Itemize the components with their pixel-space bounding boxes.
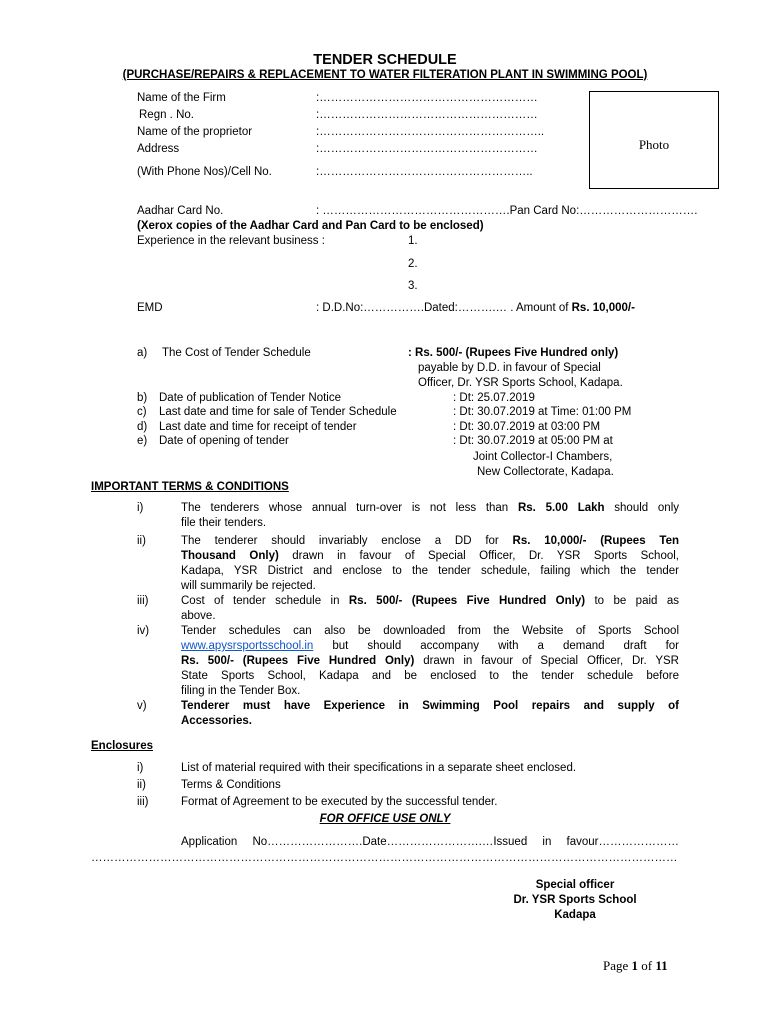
phone-label: (With Phone Nos)/Cell No. xyxy=(137,166,272,178)
term-v-line1: Tenderer must have Experience in Swimming Pool repairs and supply of xyxy=(181,700,679,712)
term-v-marker: v) xyxy=(137,700,147,712)
schedule-c-value: : Dt: 30.07.2019 at Time: 01:00 PM xyxy=(453,406,632,418)
term-iv-line1: Tender schedules can also be downloaded from the Website of Sports School xyxy=(181,625,679,637)
term-ii-line1 xyxy=(181,534,679,549)
enclosure-iii-text: Format of Agreement to be executed by the successful tender. xyxy=(181,796,498,808)
term-iii-line2: above. xyxy=(181,610,216,622)
dotted-line: ……………………………………………………………………………………………………………………………………… xyxy=(91,852,678,864)
proprietor-label: Name of the proprietor xyxy=(137,126,253,138)
term-iv-line3 xyxy=(181,654,679,669)
page-prefix: Page xyxy=(603,958,632,973)
schedule-d-label: Last date and time for receipt of tender xyxy=(159,421,357,433)
term-iii-text-a: Cost of tender schedule in xyxy=(181,595,349,607)
schedule-c-marker: c) xyxy=(137,406,147,418)
term-iii-amount: Rs. 500/- (Rupees Five Hundred Only) xyxy=(348,595,586,607)
term-iv-line4: State Sports School, Kadapa and be enclosed to the tender schedule before xyxy=(181,670,679,682)
firm-name-field: :………………………………………………… xyxy=(316,92,538,104)
term-ii-amount-words: Thousand Only) xyxy=(181,550,279,562)
enclosure-ii-marker: ii) xyxy=(137,779,146,791)
aadhar-pan-field: : ………………………………………….Pan Card No:…………………………. xyxy=(316,205,698,217)
schedule-e-value-line2: Joint Collector-I Chambers, xyxy=(473,451,613,463)
application-line: Application No…………………….Date…………………….…Issued in favour………………… xyxy=(181,836,679,848)
enclosures-heading: Enclosures xyxy=(91,740,153,752)
schedule-d-value: : Dt: 30.07.2019 at 03:00 PM xyxy=(453,421,601,433)
term-iv-text-c: drawn in favour of Special Officer, Dr. YSR xyxy=(414,655,679,667)
address-label: Address xyxy=(137,143,180,155)
schedule-a-marker: a) xyxy=(137,347,148,359)
schedule-e-marker: e) xyxy=(137,435,148,447)
address-field: :………………………………………………… xyxy=(316,143,538,155)
term-i-text-a: The tenderers whose annual turn-over is not less than xyxy=(181,502,518,514)
firm-name-label: Name of the Firm xyxy=(137,92,226,104)
emd-amount: Rs. 10,000/- xyxy=(571,302,635,314)
phone-field: :……………………………………………….. xyxy=(316,166,533,178)
signature-title: Special officer xyxy=(535,879,615,891)
regn-no-field: :………………………………………………… xyxy=(316,109,538,121)
page-total: 11 xyxy=(655,958,668,973)
term-ii-line4: will summarily be rejected. xyxy=(181,580,316,592)
proprietor-field: :………………………………………………….. xyxy=(316,126,545,138)
term-i-line1 xyxy=(181,501,679,516)
emd-label: EMD xyxy=(137,302,163,314)
term-i-marker: i) xyxy=(137,502,144,514)
term-ii-line3: Kadapa, YSR District and enclose to the tender schedule, failing which the tender xyxy=(181,565,679,577)
schedule-a-value-line2: payable by D.D. in favour of Special xyxy=(418,362,601,374)
enclosure-ii-text: Terms & Conditions xyxy=(181,779,281,791)
page-number xyxy=(603,958,668,974)
signature-school: Dr. YSR Sports School xyxy=(513,894,637,906)
schedule-e-label: Date of opening of tender xyxy=(159,435,289,447)
schedule-d-marker: d) xyxy=(137,421,148,433)
term-iii-text-c: to be paid as xyxy=(585,595,679,607)
term-iii-marker: iii) xyxy=(137,595,149,607)
emd-details: : D.D.No:…………….Dated:……….… . Amount of xyxy=(316,302,572,314)
page-subtitle: (PURCHASE/REPAIRS & REPLACEMENT TO WATER FILTERATION PLANT IN SWIMMING POOL) xyxy=(122,69,648,81)
enclosure-i-marker: i) xyxy=(137,762,144,774)
schedule-a-label: The Cost of Tender Schedule xyxy=(162,347,311,359)
enclosure-i-text: List of material required with their specifications in a separate sheet enclosed. xyxy=(181,762,577,774)
schedule-b-value: : Dt: 25.07.2019 xyxy=(453,392,535,404)
regn-no-label: Regn . No. xyxy=(139,109,194,121)
term-iv-marker: iv) xyxy=(137,625,150,637)
term-iv-line2 xyxy=(181,639,679,654)
office-use-heading: FOR OFFICE USE ONLY xyxy=(319,813,451,825)
website-link[interactable]: www.apysrsportsschool.in xyxy=(181,640,314,652)
xerox-note: (Xerox copies of the Aadhar Card and Pan Card to be enclosed) xyxy=(137,220,484,232)
photo-label: Photo xyxy=(638,137,670,152)
term-ii-text-b: drawn in favour of Special Officer, Dr. YSR Sports School, xyxy=(278,550,679,562)
schedule-a-value-line3: Officer, Dr. YSR Sports School, Kadapa. xyxy=(418,377,623,389)
experience-item-2: 2. xyxy=(408,258,418,270)
photo-box xyxy=(589,91,719,189)
experience-item-3: 3. xyxy=(408,280,418,292)
schedule-e-value-line3: New Collectorate, Kadapa. xyxy=(477,466,614,478)
term-iii-line1 xyxy=(181,594,679,609)
term-i-text-c: should only xyxy=(604,502,680,514)
page-of: of xyxy=(638,958,656,973)
term-ii-line2 xyxy=(181,549,679,564)
terms-heading: IMPORTANT TERMS & CONDITIONS xyxy=(91,481,289,493)
term-ii-amount: Rs. 10,000/- (Rupees Ten xyxy=(512,535,679,547)
term-iv-line5: filing in the Tender Box. xyxy=(181,685,301,697)
experience-label: Experience in the relevant business : xyxy=(137,235,325,247)
enclosure-iii-marker: iii) xyxy=(137,796,149,808)
schedule-a-value: : Rs. 500/- (Rupees Five Hundred only) xyxy=(408,347,619,359)
emd-field xyxy=(316,301,635,316)
signature-place: Kadapa xyxy=(554,909,596,921)
experience-item-1: 1. xyxy=(408,235,418,247)
term-iv-amount: Rs. 500/- (Rupees Five Hundred Only) xyxy=(181,655,415,667)
term-i-line2: file their tenders. xyxy=(181,517,267,529)
schedule-b-marker: b) xyxy=(137,392,148,404)
term-iv-text-b: but should accompany with a demand draft for xyxy=(313,640,679,652)
term-ii-text-a: The tenderer should invariably enclose a DD for xyxy=(181,535,513,547)
schedule-e-value: : Dt: 30.07.2019 at 05:00 PM at xyxy=(453,435,613,447)
aadhar-label: Aadhar Card No. xyxy=(137,205,224,217)
term-v-line2: Accessories. xyxy=(181,715,252,727)
term-i-amount: Rs. 5.00 Lakh xyxy=(517,502,605,514)
schedule-b-label: Date of publication of Tender Notice xyxy=(159,392,341,404)
term-ii-marker: ii) xyxy=(137,535,146,547)
page-title: TENDER SCHEDULE xyxy=(313,52,457,68)
schedule-c-label: Last date and time for sale of Tender Schedule xyxy=(159,406,397,418)
page-current: 1 xyxy=(631,958,639,973)
